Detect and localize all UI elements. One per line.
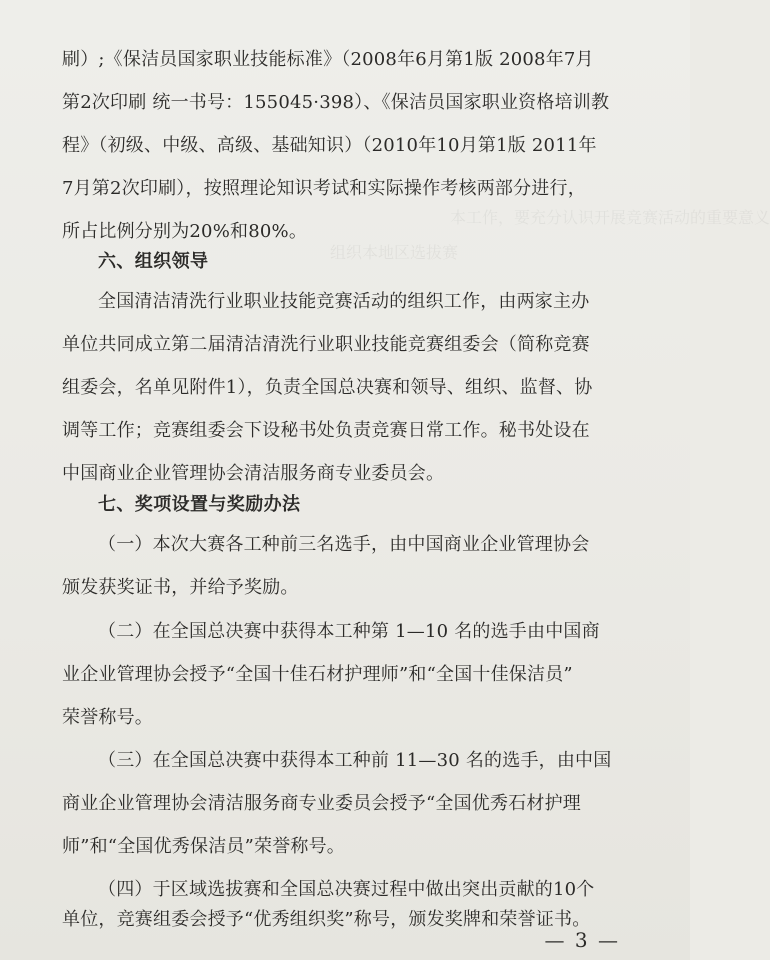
body-line: 程》（初级、中级、高级、基础知识）（2010年10月第1版 2011年: [62, 135, 597, 156]
body-line: 荣誉称号。: [62, 707, 153, 728]
section-heading-awards: 七、奖项设置与奖励办法: [98, 494, 301, 515]
body-line: （三）在全国总决赛中获得本工种前 11—30 名的选手，由中国: [98, 750, 612, 771]
body-line: 单位，竞赛组委会授予“优秀组织奖”称号，颁发奖牌和荣誉证书。: [62, 909, 591, 930]
body-line: 刷）;《保洁员国家职业技能标准》（2008年6月第1版 2008年7月: [62, 49, 594, 70]
body-line: 颁发获奖证书，并给予奖励。: [62, 577, 299, 598]
show-through-text: 本工作，要充分认识开展竞赛活动的重要意义: [450, 208, 770, 227]
body-line: 中国商业企业管理协会清洁服务商专业委员会。: [62, 463, 445, 484]
page-number: — 3 —: [544, 928, 620, 952]
body-line: 全国清洁清洗行业职业技能竞赛活动的组织工作，由两家主办: [98, 291, 590, 312]
body-line: （一）本次大赛各工种前三名选手，由中国商业企业管理协会: [98, 534, 590, 555]
body-line: 单位共同成立第二届清洁清洗行业职业技能竞赛组委会（简称竞赛: [62, 334, 590, 355]
show-through-text: 组织本地区选拔赛: [330, 243, 459, 262]
body-line: 7月第2次印刷），按照理论知识考试和实际操作考核两部分进行，: [62, 178, 586, 199]
section-heading-organization: 六、组织领导: [98, 251, 209, 272]
body-line: 调等工作；竞赛组委会下设秘书处负责竞赛日常工作。秘书处设在: [62, 420, 590, 441]
body-line: 业企业管理协会授予“全国十佳石材护理师”和“全国十佳保洁员”: [62, 664, 573, 685]
body-line: 所占比例分别为20%和80%。: [62, 221, 308, 242]
body-line: 组委会，名单见附件1），负责全国总决赛和领导、组织、监督、协: [62, 377, 593, 398]
body-line: 商业企业管理协会清洁服务商专业委员会授予“全国优秀石材护理: [62, 793, 581, 814]
body-line: 师”和“全国优秀保洁员”荣誉称号。: [62, 836, 346, 857]
body-line: （四）于区域选拔赛和全国总决赛过程中做出突出贡献的10个: [98, 879, 595, 900]
body-line: （二）在全国总决赛中获得本工种第 1—10 名的选手由中国商: [98, 621, 600, 642]
body-line: 第2次印刷 统一书号：155045·398）、《保洁员国家职业资格培训教: [62, 92, 610, 113]
